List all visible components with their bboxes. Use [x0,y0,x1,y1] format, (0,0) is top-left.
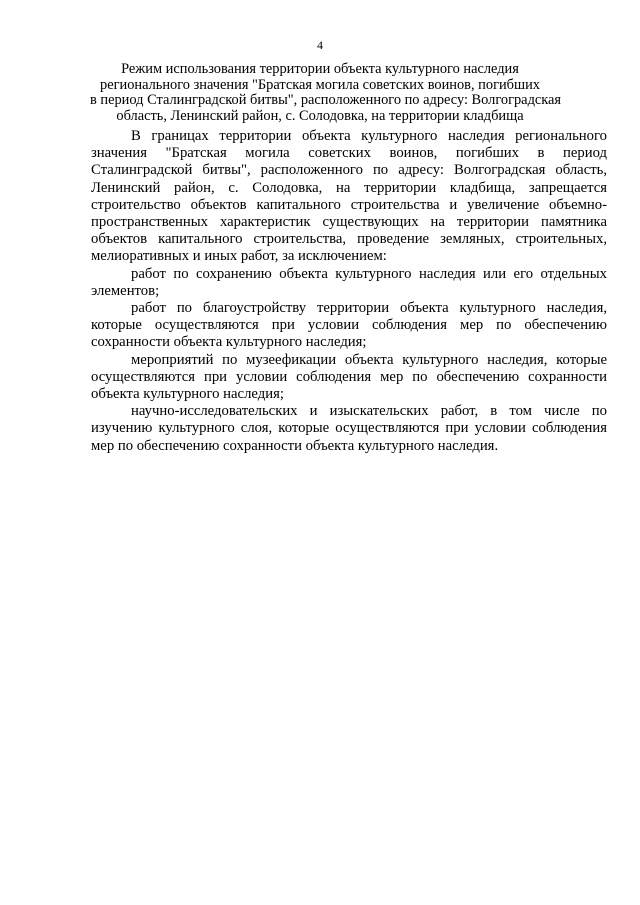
exception-item-research: научно-исследовательских и изыскательских работ, в том числе по изучению культурного слоя, которые осуществляются при условии соблюдения мер по обеспечению сохранности объекта культурного наследия. [91,403,607,454]
exception-item-museumification: мероприятий по музеефикации объекта культурного наследия, которые осуществляются при условии соблюдения мер по обеспечению сохранности объекта культурного наследия; [91,351,607,403]
title-line: регионального значения "Братская могила советских воинов, погибших [100,76,540,93]
title-line: в период Сталинградской битвы", расположенного по адресу: Волгоградская [90,92,562,109]
exception-item-preservation: работ по сохранению объекта культурного наследия или его отдельных элементов; [91,265,607,299]
title-line: Режим использования территории объекта культурного наследия [121,61,519,77]
document-body [91,128,607,455]
page-number: 4 [317,38,323,52]
document-title [90,61,562,124]
exception-item-landscaping: работ по благоустройству территории объекта культурного наследия, которые осуществляются при условии соблюдения мер по обеспечению сохранности объекта культурного наследия; [91,300,607,351]
intro-paragraph: В границах территории объекта культурного наследия регионального значения "Братская могила советских воинов, погибших в период Сталинградской битвы", расположенного по адресу: Волгоградская область, Ленинский район, с. Солодовка, на территории кладбища, запрещается строительство объектов капитального строительства и увеличение объемно-пространственных характеристик существующих на территории памятника объектов капитального строительства, проведение земляных, строительных, мелиоративных и иных работ, за исключением: [91,128,607,265]
title-line: область, Ленинский район, с. Солодовка, на территории кладбища [116,107,524,124]
